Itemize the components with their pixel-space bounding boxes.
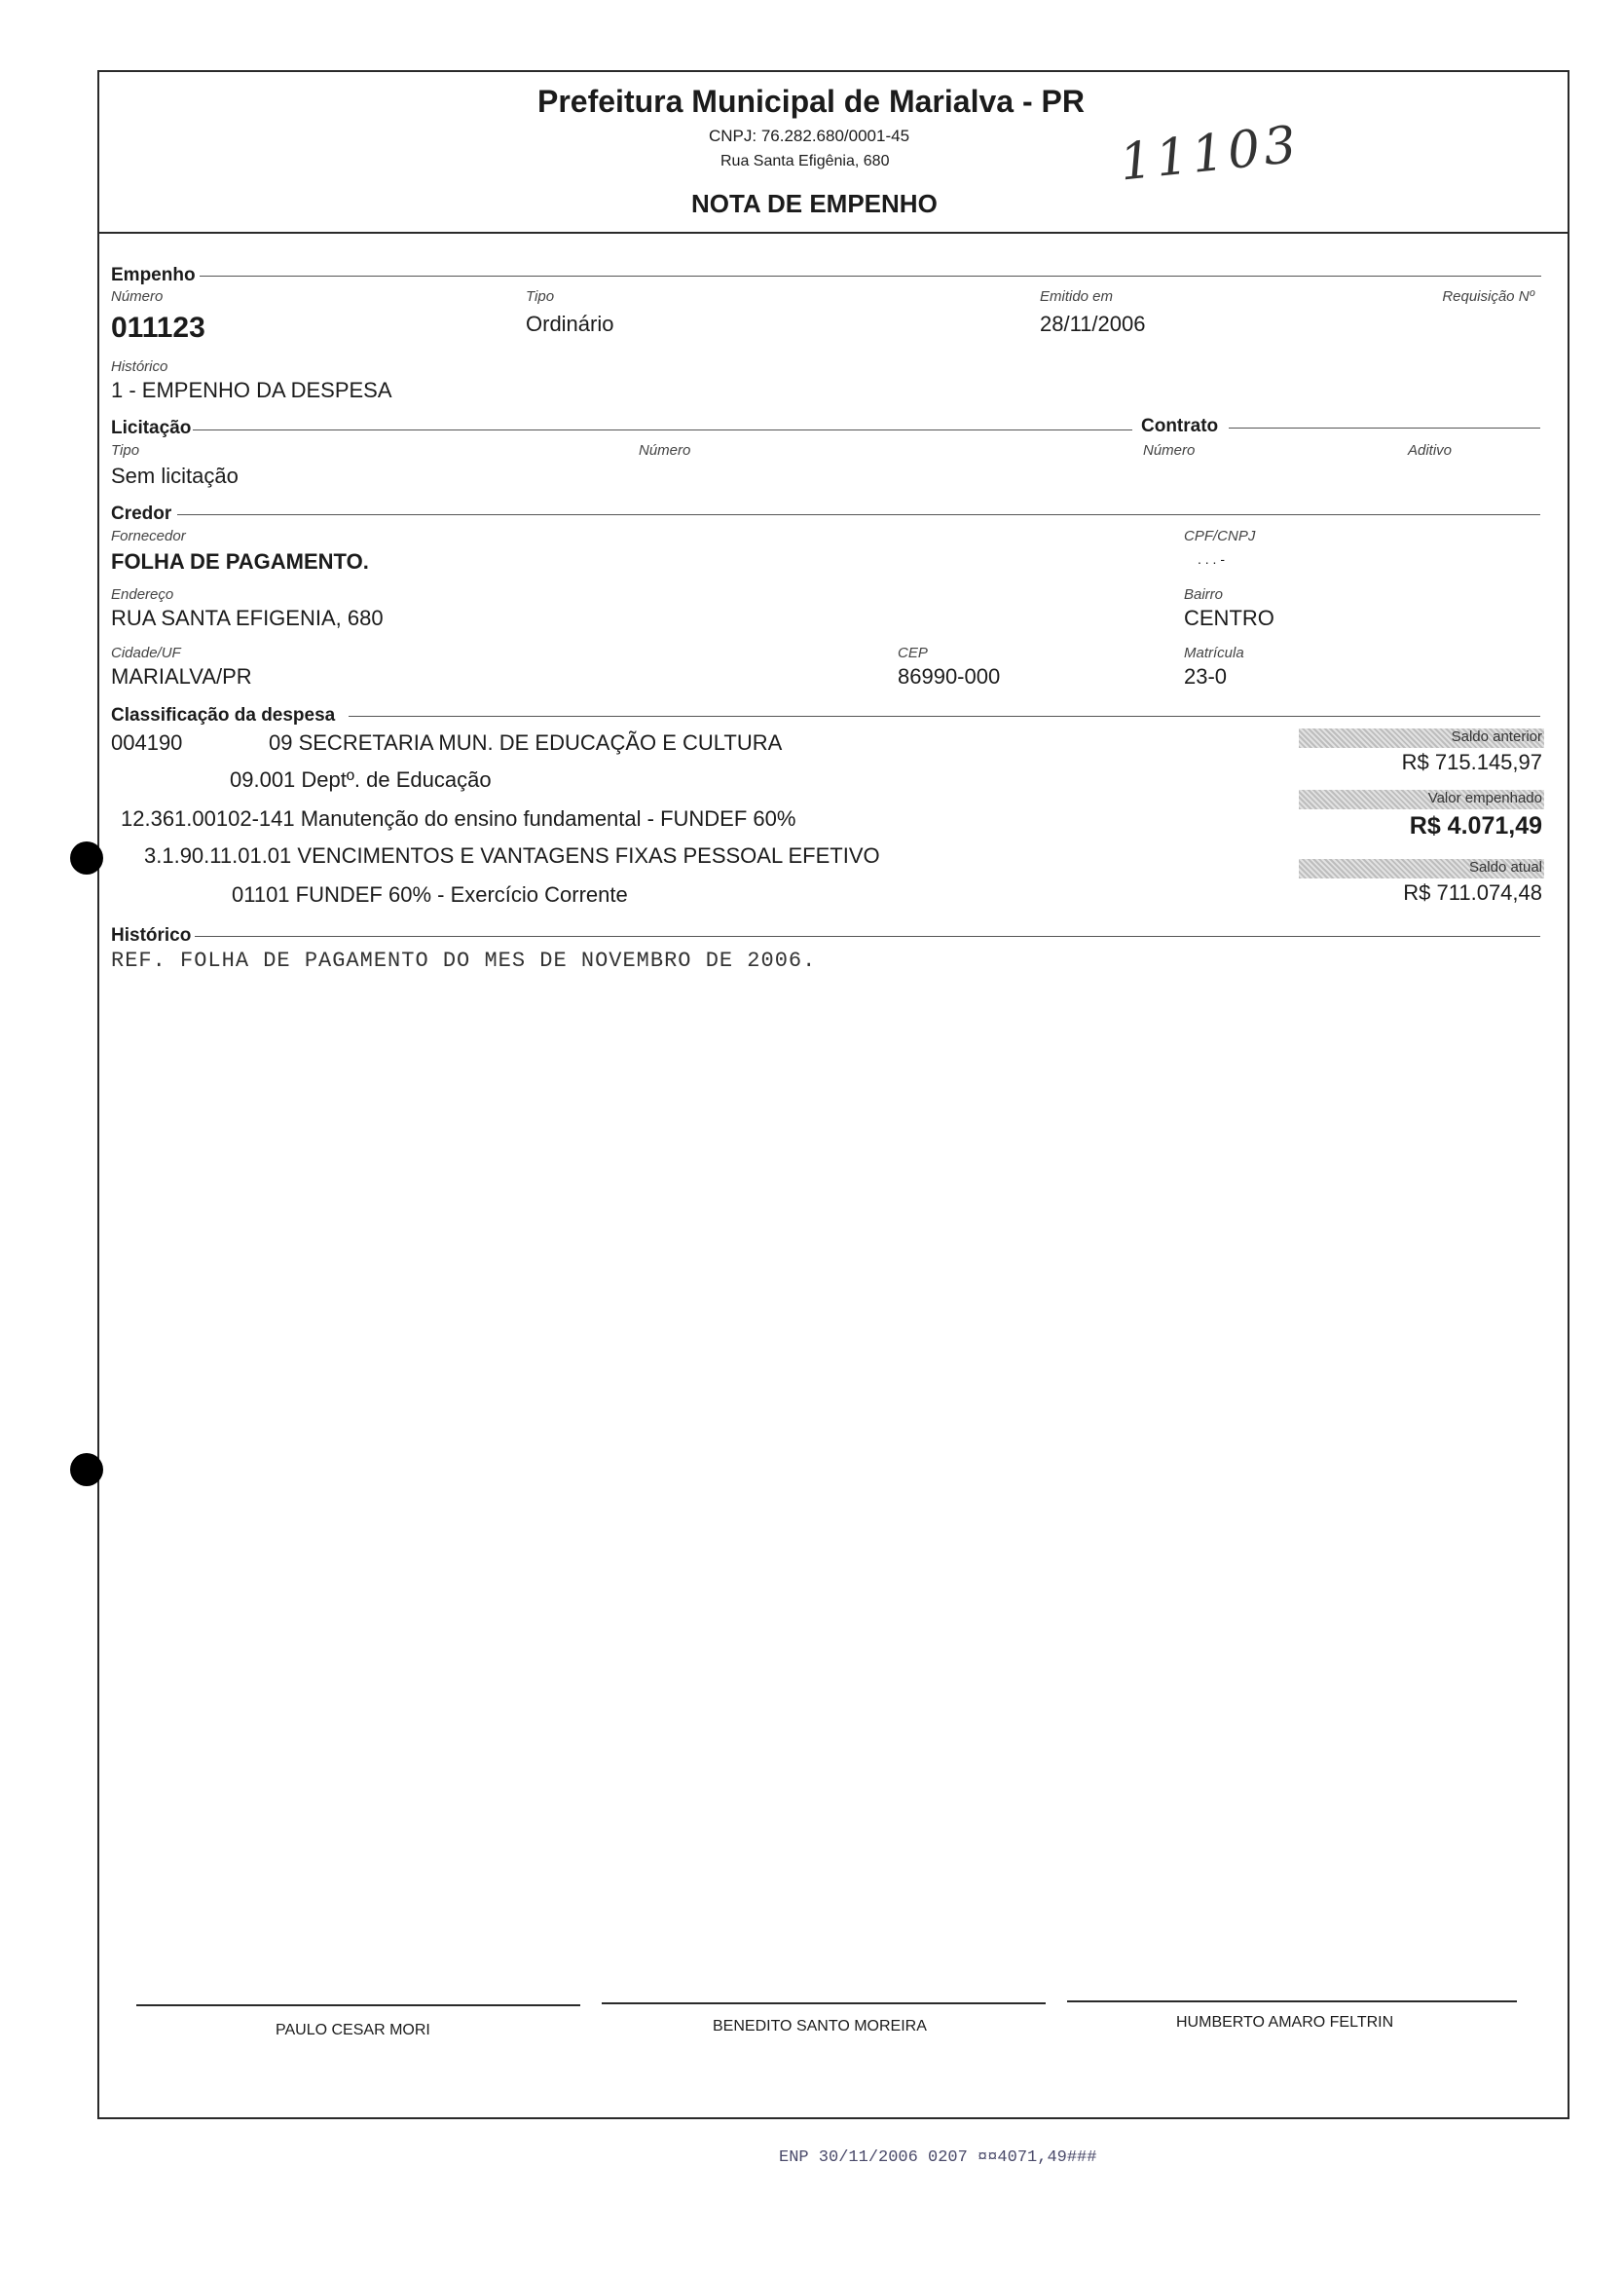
cep-value: 86990-000	[898, 664, 1001, 689]
valor-empenhado-label: Valor empenhado	[1427, 790, 1542, 806]
classificacao-line1: 09 SECRETARIA MUN. DE EDUCAÇÃO E CULTURA	[269, 730, 783, 755]
classificacao-rule	[349, 716, 1540, 717]
classificacao-line2: 09.001 Deptº. de Educação	[230, 767, 492, 792]
endereco-label: Endereço	[111, 586, 174, 603]
saldo-anterior-label: Saldo anterior	[1451, 728, 1542, 745]
emitido-label: Emitido em	[1040, 288, 1114, 305]
historico-section: Histórico	[111, 925, 192, 946]
classificacao-line4: 3.1.90.11.01.01 VENCIMENTOS E VANTAGENS FIXAS PESSOAL EFETIVO	[144, 843, 880, 868]
saldo-atual-value: R$ 711.074,48	[1403, 880, 1542, 905]
empenho-historico: 1 - EMPENHO DA DESPESA	[111, 378, 392, 402]
empenho-tipo: Ordinário	[526, 312, 614, 336]
licitacao-tipo-label: Tipo	[111, 442, 140, 459]
classificacao-line3: 12.361.00102-141 Manutenção do ensino fundamental - FUNDEF 60%	[121, 806, 796, 831]
address-text: Rua Santa Efigênia, 680	[720, 153, 890, 169]
valor-empenhado-value: R$ 4.071,49	[1409, 812, 1542, 840]
requisicao-label: Requisição Nº	[1442, 288, 1534, 305]
aditivo-label: Aditivo	[1408, 442, 1453, 459]
empenho-section: Empenho	[111, 265, 196, 285]
punch-hole-top	[70, 841, 103, 875]
cidade-value: MARIALVA/PR	[111, 664, 252, 689]
saldo-anterior-value: R$ 715.145,97	[1401, 750, 1542, 774]
classificacao-line5: 01101 FUNDEF 60% - Exercício Corrente	[232, 882, 628, 907]
handwritten-number: 11103	[1117, 115, 1304, 193]
signature-line-2	[602, 2002, 1046, 2004]
licitacao-section: Licitação	[111, 418, 192, 438]
signature-line-3	[1067, 2000, 1517, 2002]
credor-section: Credor	[111, 504, 172, 524]
matricula-label: Matrícula	[1184, 645, 1244, 661]
printed-stamp: ENP 30/11/2006 0207 ¤¤4071,49###	[779, 2148, 1097, 2167]
cpf-label: CPF/CNPJ	[1184, 528, 1256, 544]
historico-rule	[195, 936, 1540, 937]
classificacao-section: Classificação da despesa	[111, 705, 336, 726]
bairro-label: Bairro	[1184, 586, 1224, 603]
signature-name-2: BENEDITO SANTO MOREIRA	[713, 2018, 927, 2034]
empenho-rule	[200, 276, 1541, 277]
contrato-section: Contrato	[1141, 416, 1219, 436]
licitacao-tipo: Sem licitação	[111, 464, 239, 488]
matricula-value: 23-0	[1184, 664, 1228, 689]
fornecedor-name: FOLHA DE PAGAMENTO.	[111, 549, 369, 574]
fornecedor-label: Fornecedor	[111, 528, 186, 544]
cep-label: CEP	[898, 645, 928, 661]
bairro-value: CENTRO	[1184, 606, 1274, 630]
signature-name-3: HUMBERTO AMARO FELTRIN	[1176, 2014, 1394, 2031]
historico-text: REF. FOLHA DE PAGAMENTO DO MES DE NOVEMBRO DE 2006.	[111, 949, 817, 973]
licitacao-numero-label: Número	[639, 442, 691, 459]
emitido-date: 28/11/2006	[1040, 312, 1146, 336]
classificacao-code: 004190	[111, 730, 183, 755]
credor-rule	[177, 514, 1540, 515]
contrato-rule	[1229, 428, 1540, 429]
doc-title: NOTA DE EMPENHO	[691, 189, 938, 218]
cpf-value: . . . -	[1198, 551, 1225, 567]
endereco-value: RUA SANTA EFIGENIA, 680	[111, 606, 384, 630]
signature-line-1	[136, 2004, 580, 2006]
contrato-numero-label: Número	[1143, 442, 1196, 459]
tipo-label: Tipo	[526, 288, 555, 305]
cidade-label: Cidade/UF	[111, 645, 181, 661]
historico-label-top: Histórico	[111, 358, 168, 375]
punch-hole-bottom	[70, 1453, 103, 1486]
numero-label: Número	[111, 288, 164, 305]
header-divider	[97, 232, 1568, 234]
licitacao-rule	[193, 429, 1132, 430]
saldo-atual-label: Saldo atual	[1468, 859, 1542, 876]
cnpj-text: CNPJ: 76.282.680/0001-45	[709, 127, 910, 145]
signature-name-1: PAULO CESAR MORI	[276, 2022, 430, 2038]
empenho-numero: 011123	[111, 312, 205, 344]
page-title: Prefeitura Municipal de Marialva - PR	[537, 84, 1085, 119]
